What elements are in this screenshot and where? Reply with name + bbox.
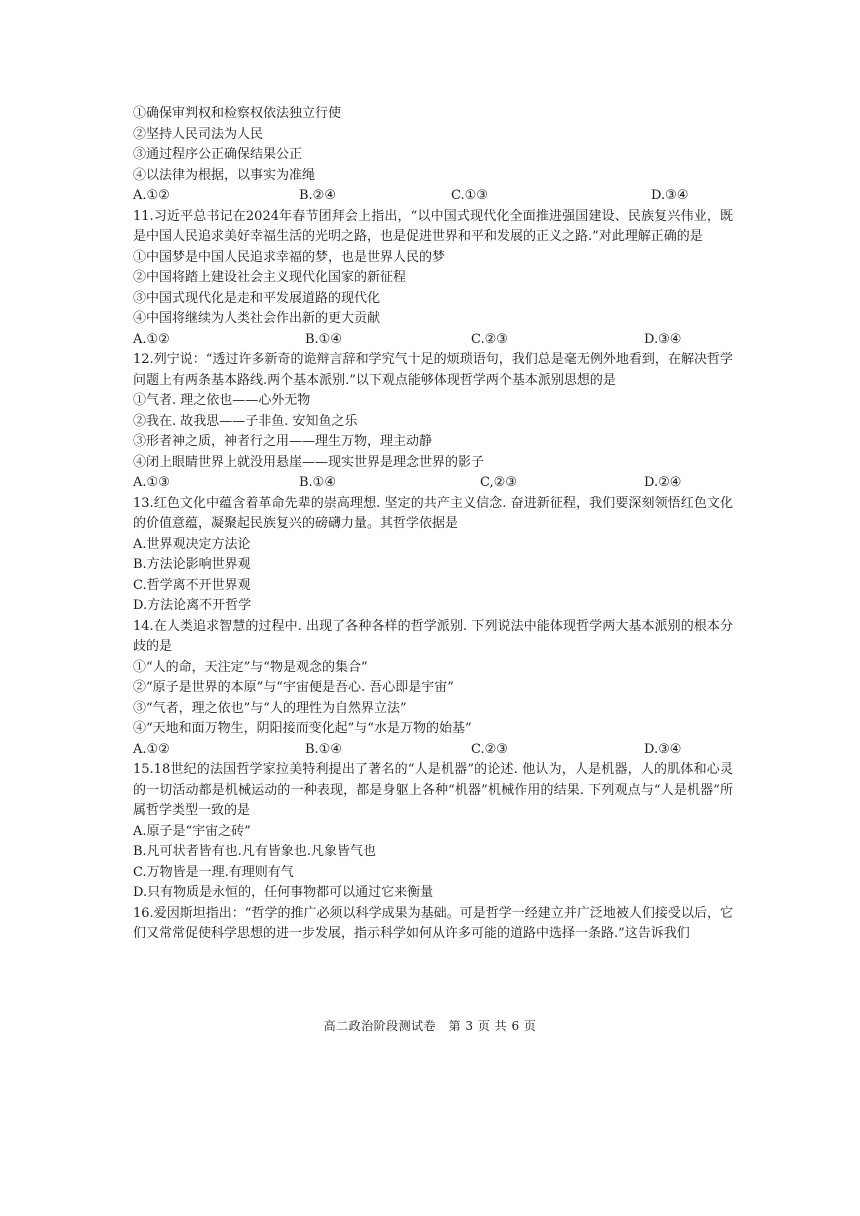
q12-items <box>133 391 733 473</box>
statement: ①气者. 理之依也——心外无物 <box>133 393 311 408</box>
option-a: A.①② <box>133 188 170 203</box>
option-b: B.②④ <box>299 188 336 203</box>
question-content <box>133 104 733 945</box>
option-d: D.③④ <box>651 188 689 203</box>
choice-a: A.世界观决定方法论 <box>133 536 251 552</box>
q10-items <box>133 104 733 186</box>
option-d: D.③④ <box>644 331 682 347</box>
statement: ①中国梦是中国人民追求幸福的梦，也是世界人民的梦 <box>133 249 446 265</box>
q15-choices <box>133 822 733 904</box>
choice-d: D.方法论离不开哲学 <box>133 598 252 613</box>
q11-items <box>133 248 733 330</box>
option-b: B.①④ <box>305 741 342 757</box>
statement: ②坚持人民司法为人民 <box>133 126 264 142</box>
q14-stem: 14.在人类追求智慧的过程中. 出现了各种各样的哲学派别. 下列说法中能体现哲学两大基本派别的根本分歧的是 <box>133 618 733 654</box>
q12-options <box>133 473 733 494</box>
choice-d: D.只有物质是永恒的，任何事物都可以通过它来衡量 <box>133 885 434 900</box>
statement: ①确保审判权和检察权依法独立行使 <box>133 106 342 121</box>
page-footer: 高二政治阶段测试卷 第 3 页 共 6 页 <box>323 1019 537 1033</box>
option-c: C.②③ <box>471 331 508 347</box>
option-b: B.①④ <box>299 475 336 490</box>
choice-c: C.万物皆是一理.有理则有气 <box>133 864 294 880</box>
option-a: A.①② <box>133 331 170 347</box>
q14-items <box>133 658 733 740</box>
statement: ④中国将继续为人类社会作出新的更大贡献 <box>133 311 381 326</box>
statement: ④“天地和面万物生，阴阳接而变化起”与“水是万物的始基” <box>133 721 472 736</box>
q11-stem: 11.习近平总书记在2024年春节团拜会上指出，“以中国式现代化全面推进强国建设、民族复兴伟业，既是中国人民追求美好幸福生活的光明之路，也是促进世界和平和发展的正义之路.”对此理解正确的是 <box>133 208 733 244</box>
q15-stem: 15.18世纪的法国哲学家拉美特利提出了著名的“人是机器”的论述. 他认为，人是机器，人的肌体和心灵的一切活动都是机械运动的一种表现，都是身躯上各种“机器”机械作用的结果. 下列观点与“人是机器”所属哲学类型一致的是 <box>133 762 733 818</box>
option-a: A.①② <box>133 741 170 757</box>
statement: ②我在. 故我思——子非鱼. 安知鱼之乐 <box>133 413 358 429</box>
option-c: C.②③ <box>471 741 508 757</box>
option-c: C,②③ <box>480 475 517 490</box>
option-d: D.③④ <box>644 741 682 757</box>
q10-options <box>133 186 733 207</box>
choice-b: B.方法论影响世界观 <box>133 557 251 572</box>
statement: ②中国将踏上建设社会主义现代化国家的新征程 <box>133 270 407 285</box>
statement: ④闭上眼睛世界上就没用悬崖——现实世界是理念世界的影子 <box>133 454 485 470</box>
statement: ③“气者，理之依也”与“人的理性为自然界立法” <box>133 700 407 716</box>
choice-a: A.原子是“宇宙之砖” <box>133 823 251 839</box>
statement: ③形者神之质，神者行之用——理生万物，理主动静 <box>133 434 433 449</box>
q12-stem: 12.列宁说：“透过许多新奇的诡辩言辞和学究气十足的烦琐语句，我们总是毫无例外地看到，在解决哲学问题上有两条基本路线.两个基本派别.”以下观点能够体现哲学两个基本派别思想的是 <box>133 352 733 388</box>
q13-stem: 13.红色文化中蕴含着革命先辈的崇高理想. 坚定的共产主义信念. 奋进新征程，我们要深刻领悟红色文化的价值意蕴，凝聚起民族复兴的磅礴力量。其哲学依据是 <box>133 495 733 531</box>
statement: ①“人的命，天注定”与“物是观念的集合” <box>133 659 368 675</box>
statement: ②“原子是世界的本原”与“宇宙便是吾心. 吾心即是宇宙” <box>133 680 454 695</box>
option-d: D.②④ <box>644 475 682 490</box>
q13-choices <box>133 535 733 617</box>
option-a: A.①③ <box>133 475 170 490</box>
statement: ③中国式现代化是走和平发展道路的现代化 <box>133 290 381 306</box>
option-b: B.①④ <box>305 331 342 347</box>
q16-stem: 16.爱因斯坦指出：“哲学的推广必须以科学成果为基础。可是哲学一经建立并广泛地被人们接受以后，它们又常常促使科学思想的进一步发展，指示科学如何从许多可能的道路中选择一条路.”这告诉我们 <box>133 905 733 941</box>
statement: ④以法律为根据，以事实为准绳 <box>133 167 316 183</box>
statement: ③通过程序公正确保结果公正 <box>133 147 303 162</box>
q11-options <box>133 330 733 351</box>
choice-c: C.哲学离不开世界观 <box>133 577 251 593</box>
option-c: C.①③ <box>451 188 488 203</box>
q14-options <box>133 740 733 761</box>
choice-b: B.凡可状者皆有也.凡有皆象也.凡象皆气也 <box>133 844 376 859</box>
